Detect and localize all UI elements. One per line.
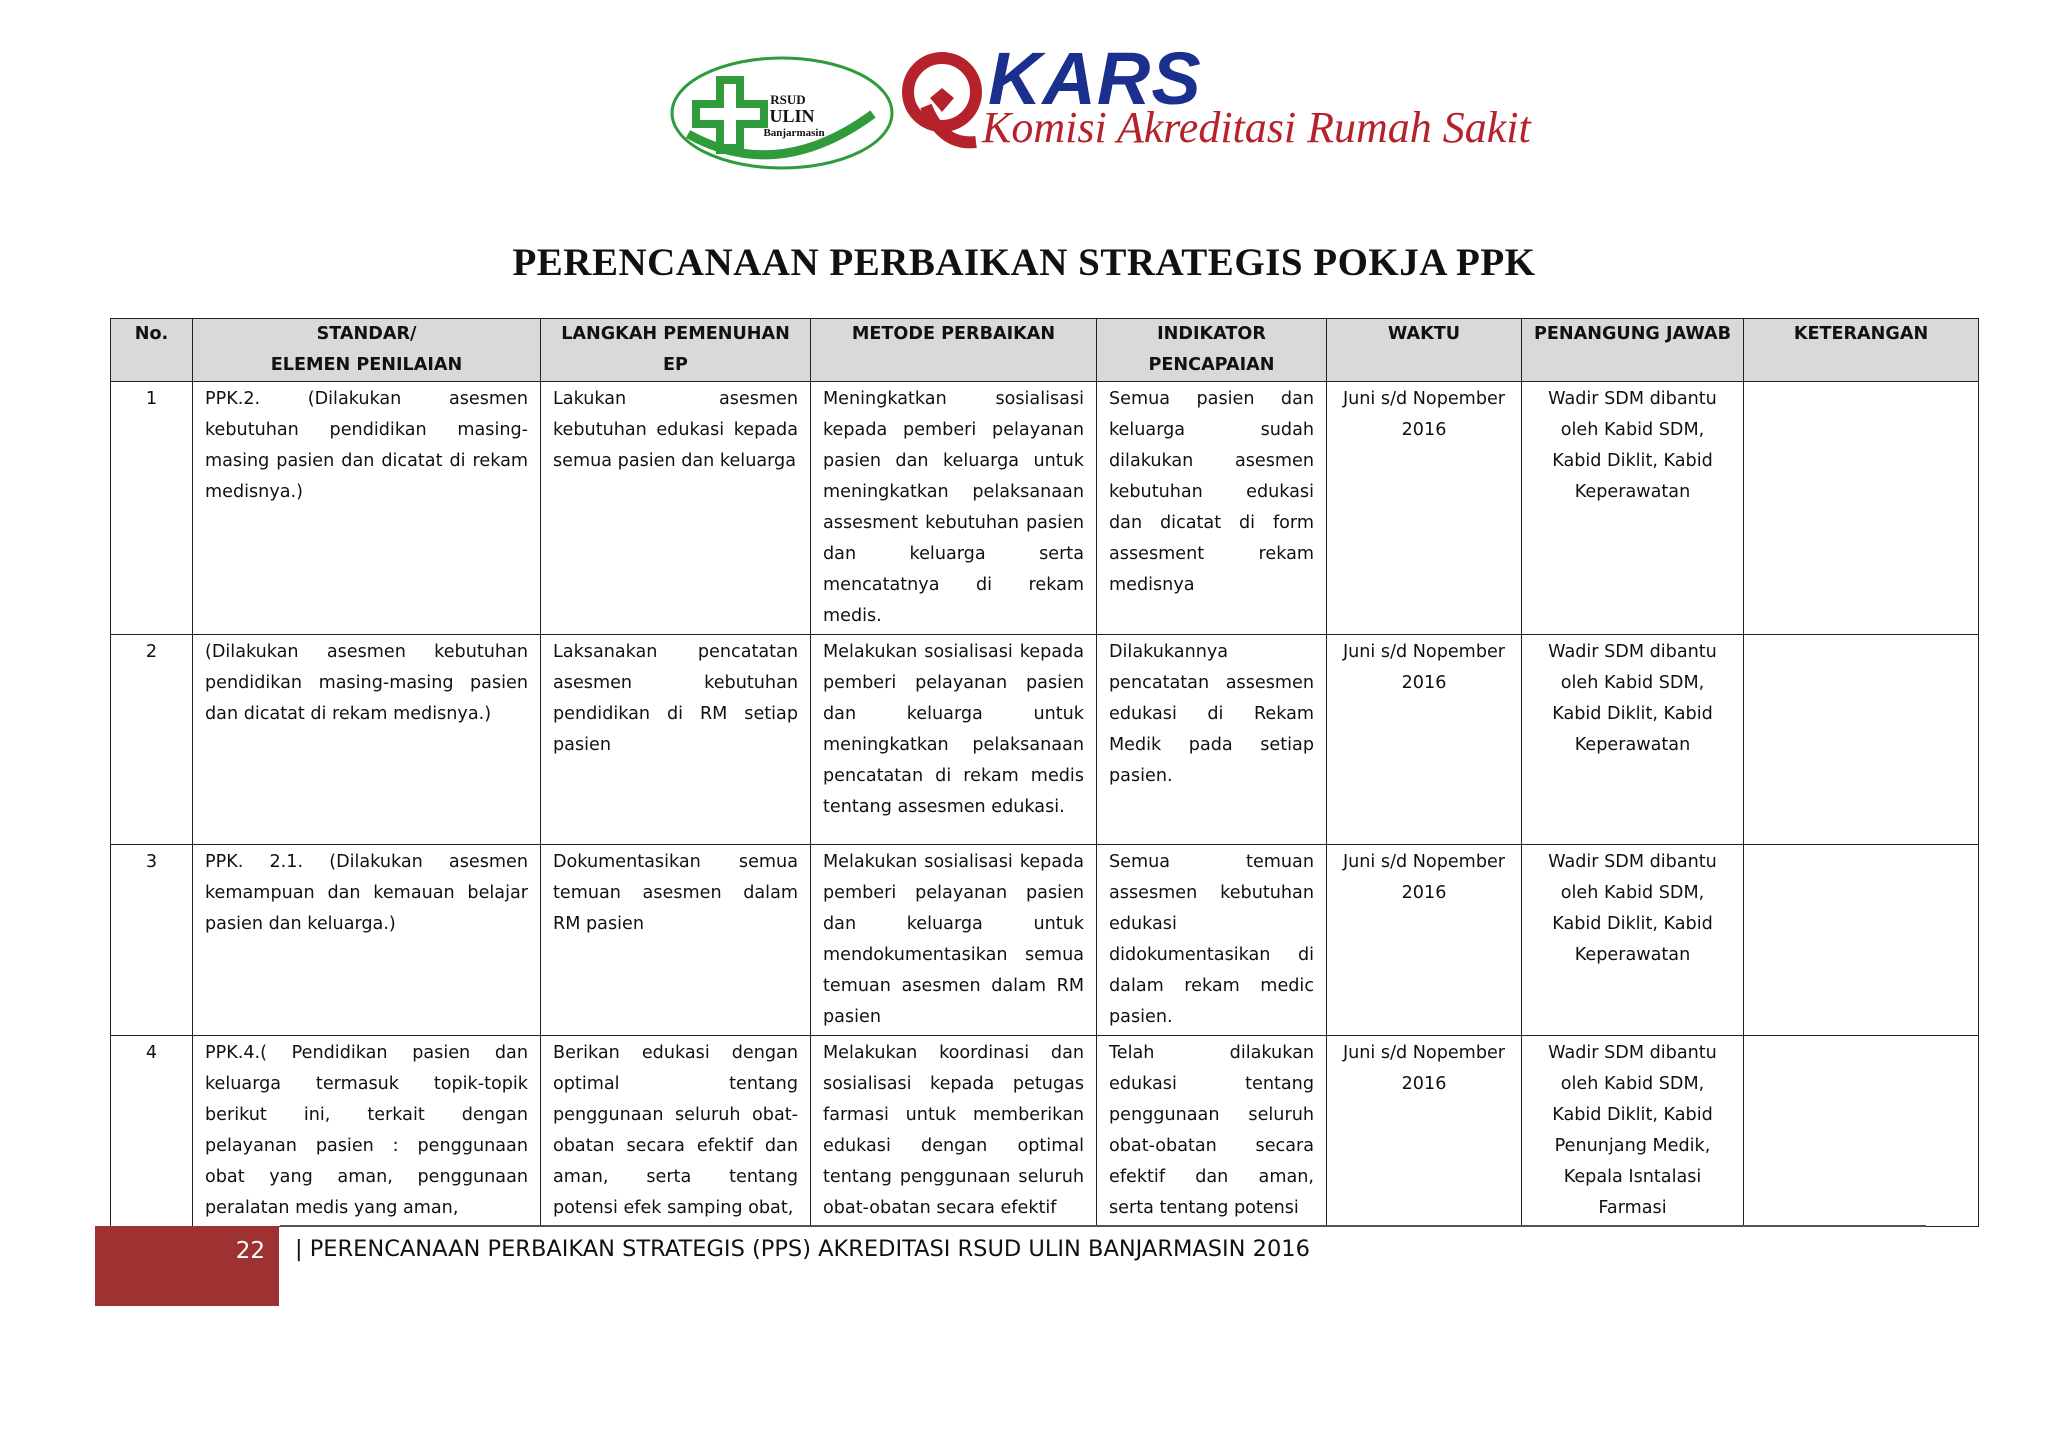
cell-pj: Wadir SDM dibantu oleh Kabid SDM, Kabid Diklit, Kabid Keperawatan — [1522, 845, 1744, 1036]
header-keterangan: KETERANGAN — [1744, 319, 1979, 382]
cell-indikator: Telah dilakukan edukasi tentang penggunaan seluruh obat-obatan secara efektif dan aman, serta tentang potensi — [1097, 1036, 1327, 1227]
header-indikator: INDIKATOR PENCAPAIAN — [1097, 319, 1327, 382]
kars-logo — [896, 36, 1531, 176]
header-no: No. — [111, 319, 193, 382]
cell-metode: Melakukan sosialisasi kepada pemberi pelayanan pasien dan keluarga untuk mendokumentasikan semua temuan asesmen dalam RM pasien — [811, 845, 1097, 1036]
kars-wordmark: KARS — [988, 37, 1202, 120]
cell-waktu: Juni s/d Nopember 2016 — [1327, 382, 1522, 635]
cell-langkah: Lakukan asesmen kebutuhan edukasi kepada semua pasien dan keluarga — [541, 382, 811, 635]
cell-no: 2 — [111, 635, 193, 845]
cell-keterangan — [1744, 1036, 1979, 1227]
cell-metode: Melakukan sosialisasi kepada pemberi pelayanan pasien dan keluarga untuk meningkatkan pelaksanaan pencatatan di rekam medis tentang assesmen edukasi. — [811, 635, 1097, 845]
kars-subtitle: Komisi Akreditasi Rumah Sakit — [982, 103, 1531, 152]
cell-waktu: Juni s/d Nopember 2016 — [1327, 635, 1522, 845]
cell-indikator: Semua temuan assesmen kebutuhan edukasi didokumentasikan di dalam rekam medic pasien. — [1097, 845, 1327, 1036]
cell-indikator: Dilakukannya pencatatan assesmen edukasi di Rekam Medik pada setiap pasien. — [1097, 635, 1327, 845]
pps-table — [110, 318, 1979, 1227]
rsud-ulin-logo — [668, 54, 896, 172]
cell-langkah: Laksanakan pencatatan asesmen kebutuhan pendidikan di RM setiap pasien — [541, 635, 811, 845]
cell-waktu: Juni s/d Nopember 2016 — [1327, 845, 1522, 1036]
cell-no: 3 — [111, 845, 193, 1036]
table-header-row — [111, 319, 1979, 382]
cell-pj: Wadir SDM dibantu oleh Kabid SDM, Kabid Diklit, Kabid Keperawatan — [1522, 382, 1744, 635]
cell-standar: PPK. 2.1. (Dilakukan asesmen kemampuan dan kemauan belajar pasien dan keluarga.) — [193, 845, 541, 1036]
cell-keterangan — [1744, 635, 1979, 845]
page-title: PERENCANAAN PERBAIKAN STRATEGIS POKJA PPK — [512, 241, 1536, 284]
header-pj: PENANGUNG JAWAB — [1522, 319, 1744, 382]
header-standar: STANDAR/ ELEMEN PENILAIAN — [193, 319, 541, 382]
cell-metode: Meningkatkan sosialisasi kepada pemberi pelayanan pasien dan keluarga untuk meningkatkan pelaksanaan assesment kebutuhan pasien dan keluarga serta mencatatnya di rekam medis. — [811, 382, 1097, 635]
cell-pj: Wadir SDM dibantu oleh Kabid SDM, Kabid Diklit, Kabid Penunjang Medik, Kepala Isntalasi Farmasi — [1522, 1036, 1744, 1227]
table-row — [111, 382, 1979, 635]
footer-title: | PERENCANAAN PERBAIKAN STRATEGIS (PPS) AKREDITASI RSUD ULIN BANJARMASIN 2016 — [295, 1236, 1310, 1262]
table-row — [111, 635, 1979, 845]
table-row — [111, 845, 1979, 1036]
kars-emblem-icon — [896, 46, 986, 156]
cell-standar: (Dilakukan asesmen kebutuhan pendidikan masing-masing pasien dan dicatat di rekam medisnya.) — [193, 635, 541, 845]
header-metode: METODE PERBAIKAN — [811, 319, 1097, 382]
table-row — [111, 1036, 1979, 1227]
cell-keterangan — [1744, 382, 1979, 635]
header-logos — [660, 36, 1531, 176]
page-number: 22 — [235, 1238, 265, 1264]
cell-standar: PPK.2. (Dilakukan asesmen kebutuhan pendidikan masing-masing pasien dan dicatat di rekam medisnya.) — [193, 382, 541, 635]
cell-pj: Wadir SDM dibantu oleh Kabid SDM, Kabid Diklit, Kabid Keperawatan — [1522, 635, 1744, 845]
svg-text:Banjarmasin: Banjarmasin — [763, 127, 825, 139]
header-langkah: LANGKAH PEMENUHAN EP — [541, 319, 811, 382]
cell-langkah: Dokumentasikan semua temuan asesmen dalam RM pasien — [541, 845, 811, 1036]
svg-text:RSUD: RSUD — [770, 92, 806, 107]
cell-waktu: Juni s/d Nopember 2016 — [1327, 1036, 1522, 1227]
cell-no: 1 — [111, 382, 193, 635]
footer-rule — [280, 1225, 1926, 1227]
cell-keterangan — [1744, 845, 1979, 1036]
cell-metode: Melakukan koordinasi dan sosialisasi kepada petugas farmasi untuk memberikan edukasi dengan optimal tentang penggunaan seluruh obat-obatan secara efektif — [811, 1036, 1097, 1227]
cell-indikator: Semua pasien dan keluarga sudah dilakukan asesmen kebutuhan edukasi dan dicatat di form assesment rekam medisnya — [1097, 382, 1327, 635]
svg-text:ULIN: ULIN — [769, 106, 815, 126]
header-waktu: WAKTU — [1327, 319, 1522, 382]
cell-no: 4 — [111, 1036, 193, 1227]
cell-langkah: Berikan edukasi dengan optimal tentang penggunaan seluruh obat-obatan secara efektif dan aman, serta tentang potensi efek samping obat, — [541, 1036, 811, 1227]
cell-standar: PPK.4.( Pendidikan pasien dan keluarga termasuk topik-topik berikut ini, terkait dengan pelayanan pasien : penggunaan obat yang aman, penggunaan peralatan medis yang aman, — [193, 1036, 541, 1227]
